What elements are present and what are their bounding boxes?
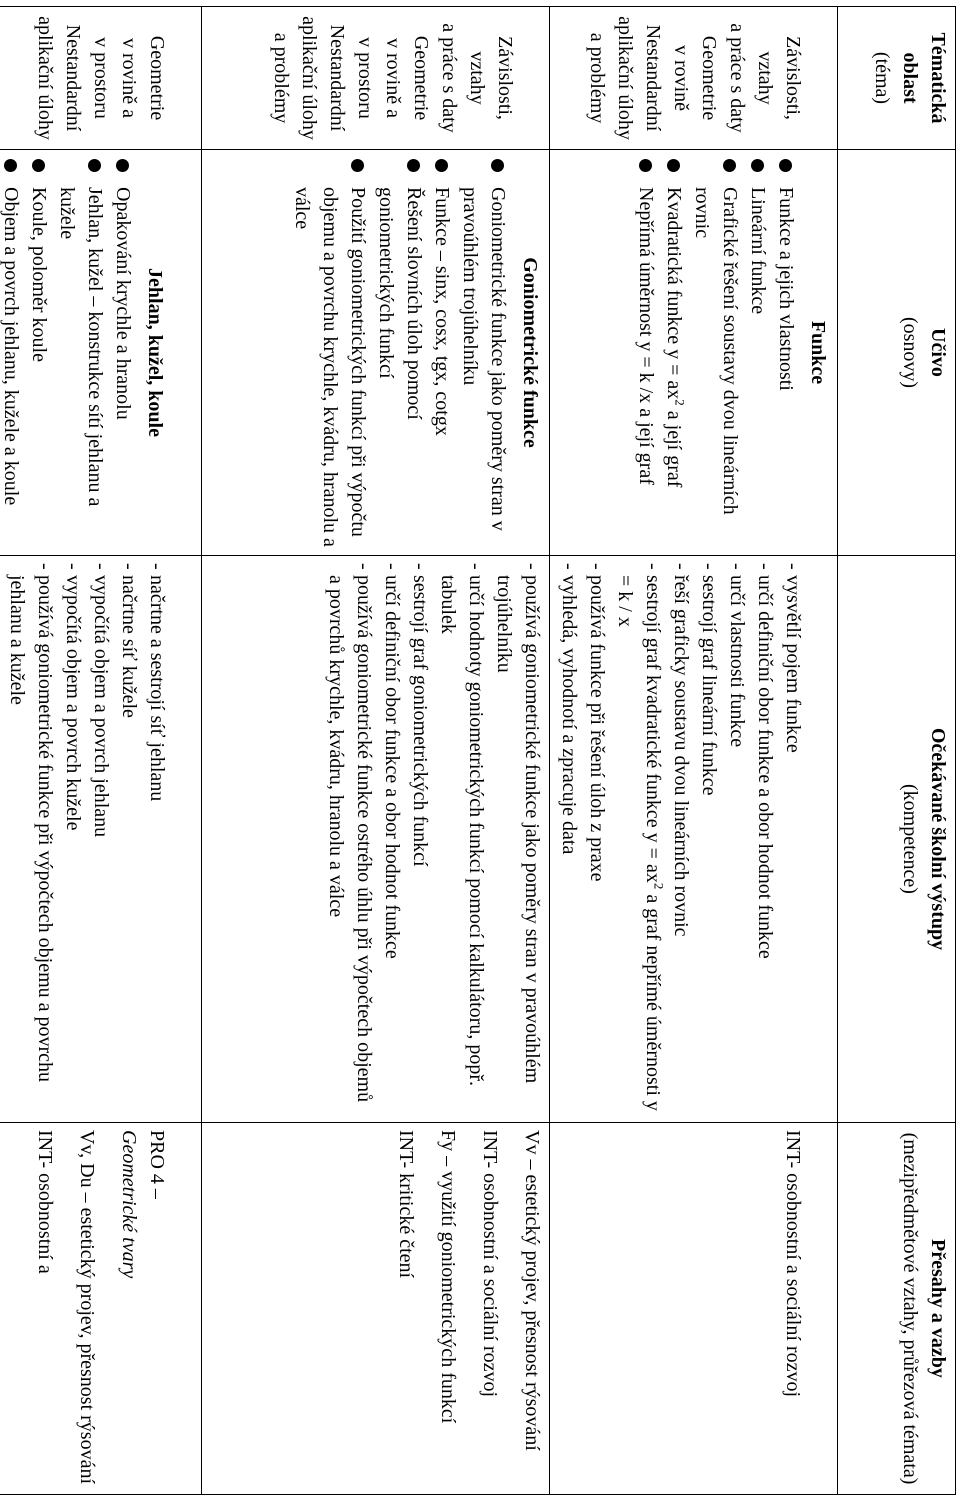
thematic-area-line: a práce s daty xyxy=(726,23,748,133)
text-part: vypočítá objem a povrch jehlanu xyxy=(90,575,112,838)
text-part: určí definiční obor funkce a obor hodnot funkce xyxy=(754,575,776,959)
outputs-cell xyxy=(202,556,550,1123)
cross-links-cell xyxy=(0,1123,202,1495)
text-part: používá funkce při řešení úloh z praxe xyxy=(586,575,608,882)
list-item xyxy=(0,157,25,548)
header-links xyxy=(838,1123,956,1495)
dash-icon: - xyxy=(698,563,720,570)
text-part: Funkce a jejich vlastnosti xyxy=(775,187,797,391)
text-part: vypočítá objem a povrch kužele xyxy=(62,575,84,831)
list-item xyxy=(53,157,109,548)
list-item xyxy=(115,563,143,1115)
list-item xyxy=(378,563,406,1115)
cross-link xyxy=(392,1130,420,1487)
text-part: používá goniometrické funkce při výpočtech objemu a povrchu jehlanu a kužele xyxy=(6,575,56,1083)
section-title: Jehlan, kužel, koule xyxy=(144,268,166,437)
thematic-area-line: Nestandardní xyxy=(326,24,348,132)
text-part: určí hodnoty goniometrických funkcí pomocí kalkulátoru, popř. tabulek xyxy=(437,575,487,1086)
text-part: vysvětlí pojem funkce xyxy=(782,575,804,753)
list-item xyxy=(456,157,512,548)
spacer xyxy=(504,1130,518,1487)
dash-icon: - xyxy=(62,563,84,570)
list-item xyxy=(772,157,800,548)
list-item xyxy=(723,563,751,1115)
curriculum-table xyxy=(0,6,956,1495)
list-item xyxy=(143,563,171,1115)
thematic-area-line: Nestandardní xyxy=(642,24,664,132)
thematic-area-cell xyxy=(0,7,202,150)
spacer xyxy=(59,1130,73,1487)
bullet-icon xyxy=(435,159,448,172)
cross-link xyxy=(115,1130,171,1487)
text-part: Řešení slovních úloh pomocí goniometrických funkcí xyxy=(375,187,425,420)
thematic-area-line: Závislosti, xyxy=(782,36,804,120)
text-part: Vv, Du – estetický projev, přesnost rýsování xyxy=(76,1130,98,1485)
text-part: sestrojí graf kvadratické funkce y = ax xyxy=(642,575,664,883)
list-item xyxy=(751,563,779,1115)
spacer xyxy=(101,1130,115,1487)
thematic-area-line: Závislosti, xyxy=(494,36,516,120)
spacer xyxy=(420,1130,434,1487)
header-curriculum-sub: (osnovy) xyxy=(899,316,921,389)
text-part: používá goniometrické funkce ostrého úhlu při výpočtech objemů a povrchů krychle, kvádru, hranolu a válce xyxy=(325,575,375,1103)
text-part: Lineární funkce xyxy=(747,187,769,315)
bullet-icon xyxy=(4,159,17,172)
text-part: Goniometrické funkce jako poměry stran v pravoúhlém trojúhelníku xyxy=(459,187,509,531)
text-part: určí vlastnosti funkce xyxy=(726,575,748,748)
text-part: řeší graficky soustavu dvou lineárních rovnic xyxy=(670,575,692,937)
thematic-area-cell xyxy=(550,7,838,150)
cross-links-cell xyxy=(550,1123,838,1495)
header-links-title: Přesahy a vazby xyxy=(927,1239,949,1378)
dash-icon: - xyxy=(782,563,804,570)
list-item xyxy=(779,563,807,1115)
list-item xyxy=(372,157,428,548)
dash-icon: - xyxy=(586,563,608,570)
dash-icon: - xyxy=(409,563,431,570)
dash-icon xyxy=(0,563,3,570)
text-part: INT- osobnostní a xyxy=(34,1130,56,1274)
outputs-cell xyxy=(0,556,202,1123)
thematic-area-line: v rovině a xyxy=(118,38,140,118)
dash-icon: - xyxy=(146,563,168,570)
thematic-area-line: v prostoru xyxy=(354,37,376,119)
cross-link xyxy=(73,1130,101,1487)
text-part: Funkce – sinx, cosx, tgx, cotgx xyxy=(431,187,453,436)
thematic-area-line: aplikační úlohy xyxy=(614,16,636,140)
text-part: Vv – estetický projev, přesnost rýsování xyxy=(521,1130,543,1451)
list-item xyxy=(109,157,137,548)
list-item xyxy=(632,157,660,548)
text-part: a graf nepřímé úměrnosti y = k / x xyxy=(614,575,664,1111)
table-header-row xyxy=(838,7,956,1495)
list-item xyxy=(695,563,723,1115)
dash-icon: - xyxy=(558,563,580,570)
curriculum-list xyxy=(0,157,137,548)
text-part: INT- osobnostní a sociální rozvoj xyxy=(782,1130,804,1398)
dash-icon: - xyxy=(118,563,140,570)
cross-links-cell xyxy=(202,1123,550,1495)
list-item xyxy=(59,563,87,1115)
dash-icon: - xyxy=(34,563,56,570)
header-links-sub: (mezipředmětové vztahy, průřezová témata) xyxy=(899,1132,921,1485)
dash-icon: - xyxy=(726,563,748,570)
text-part: Grafické řešení soustavy dvou lineárních rovnic xyxy=(691,187,741,515)
cross-link xyxy=(31,1130,59,1487)
table-body xyxy=(0,7,838,1495)
list-item xyxy=(288,157,372,548)
header-outputs-sub: (kompetence) xyxy=(899,784,921,894)
dash-icon: - xyxy=(754,563,776,570)
curriculum-cell xyxy=(550,150,838,556)
cross-link xyxy=(434,1130,462,1487)
list-item xyxy=(611,563,667,1115)
thematic-area-line: v rovině a xyxy=(382,38,404,118)
outputs-list xyxy=(322,563,546,1115)
header-curriculum xyxy=(838,150,956,556)
list-item xyxy=(490,563,546,1115)
table-row xyxy=(202,7,550,1495)
text-part: Jehlan, kužel – konstrukce sítí jehlanu a kužele xyxy=(56,187,106,507)
thematic-area-line: Geometrie xyxy=(698,35,720,121)
curriculum-cell xyxy=(0,150,202,556)
text-part: načrtne síť kužele xyxy=(118,575,140,718)
italic-text: Geometrické tvary xyxy=(118,1130,140,1279)
header-area xyxy=(838,7,956,150)
curriculum-list xyxy=(632,157,800,548)
list-item xyxy=(428,157,456,548)
dash-icon: - xyxy=(465,563,487,570)
dash-icon: - xyxy=(381,563,403,570)
curriculum-cell xyxy=(202,150,550,556)
bullet-icon xyxy=(751,159,764,172)
superscript: 2 xyxy=(672,399,688,406)
cross-link xyxy=(779,1130,807,1487)
list-item xyxy=(25,157,53,548)
thematic-area-line: Geometrie xyxy=(146,35,168,121)
bullet-icon xyxy=(779,159,792,172)
list-item xyxy=(667,563,695,1115)
text-part: načrtne a sestrojí síť jehlanu xyxy=(146,575,168,802)
list-item xyxy=(87,563,115,1115)
list-item xyxy=(660,157,688,548)
list-item xyxy=(583,563,611,1115)
thematic-area-line: a problémy xyxy=(270,32,292,124)
bullet-icon xyxy=(407,159,420,172)
cross-link xyxy=(476,1130,504,1487)
thematic-area-line: aplikační úlohy xyxy=(34,16,56,140)
outputs-list xyxy=(555,563,807,1115)
table-row xyxy=(550,7,838,1495)
section-title: Funkce xyxy=(807,320,829,385)
thematic-area-line: aplikační úlohy xyxy=(298,16,320,140)
header-area-title: Tématická oblast xyxy=(899,32,949,124)
section-title: Goniometrické funkce xyxy=(519,257,541,448)
bullet-icon xyxy=(88,159,101,172)
text-part: Nepřímá úměrnost y = k /x a její graf xyxy=(635,187,657,485)
text-part: Opakování krychle a hranolu xyxy=(112,187,134,420)
outputs-cell xyxy=(550,556,838,1123)
bullet-icon xyxy=(32,159,45,172)
thematic-area-cell xyxy=(202,7,550,150)
curriculum-list xyxy=(288,157,512,548)
dash-icon: - xyxy=(521,563,543,570)
text-part: sestrojí graf goniometrických funkcí xyxy=(409,575,431,867)
outputs-list xyxy=(0,563,171,1115)
thematic-area-line: v prostoru xyxy=(90,37,112,119)
text-part: sestrojí graf lineární funkce xyxy=(698,575,720,796)
text-part: Kvadratická funkce y = ax xyxy=(663,187,685,400)
table-row xyxy=(0,7,202,1495)
list-item xyxy=(406,563,434,1115)
bullet-icon xyxy=(667,159,680,172)
thematic-area-line: a práce s daty xyxy=(438,23,460,133)
list-item xyxy=(688,157,744,548)
header-outputs xyxy=(838,556,956,1123)
text-part: Koule, poloměr koule xyxy=(28,187,50,362)
dash-icon: - xyxy=(90,563,112,570)
bullet-icon xyxy=(351,159,364,172)
bullet-icon xyxy=(639,159,652,172)
text-part: INT- osobnostní a sociální rozvoj xyxy=(479,1130,501,1398)
list-item xyxy=(434,563,490,1115)
list-item xyxy=(0,563,3,1115)
text-part: Použití goniometrických funkcí při výpočtu objemu a povrchu krychle, kvádru, hranolu a válce xyxy=(291,187,369,547)
thematic-area-line: vztahy xyxy=(754,51,776,105)
thematic-area-line: Geometrie xyxy=(410,35,432,121)
spacer xyxy=(462,1130,476,1487)
list-item xyxy=(744,157,772,548)
text-part: Fy – využití goniometrických funkcí xyxy=(437,1130,459,1424)
bullet-icon xyxy=(116,159,129,172)
thematic-area-line: v rovině xyxy=(670,44,692,112)
text-part: určí definiční obor funkce a obor hodnot funkce xyxy=(381,575,403,959)
list-item xyxy=(322,563,378,1115)
bullet-icon xyxy=(723,159,736,172)
thematic-area-line: Nestandardní xyxy=(62,24,84,132)
text-part: a její graf xyxy=(663,405,685,488)
list-item xyxy=(555,563,583,1115)
dash-icon: - xyxy=(642,563,664,570)
thematic-area-line: vztahy xyxy=(466,51,488,105)
superscript: 2 xyxy=(651,882,667,890)
header-outputs-title: Očekávané školní výstupy xyxy=(927,727,949,951)
cross-link xyxy=(518,1130,546,1487)
bullet-icon xyxy=(491,159,504,172)
thematic-area-line: a problémy xyxy=(586,32,608,124)
text-part: vyhledá, vyhodnotí a zpracuje data xyxy=(558,575,580,855)
dash-icon: - xyxy=(353,563,375,570)
dash-icon: - xyxy=(670,563,692,570)
text-part: PRO 4 – xyxy=(146,1130,168,1199)
list-item xyxy=(3,563,59,1115)
text-part: používá goniometrické funkce jako poměry stran v pravoúhlém trojúhelníku xyxy=(493,575,543,1084)
header-area-sub: (téma) xyxy=(871,51,893,105)
text-part: INT- kritické čtení xyxy=(395,1130,417,1279)
header-curriculum-title: Učivo xyxy=(927,328,949,377)
text-part: Objem a povrch jehlanu, kužele a koule xyxy=(0,187,22,506)
